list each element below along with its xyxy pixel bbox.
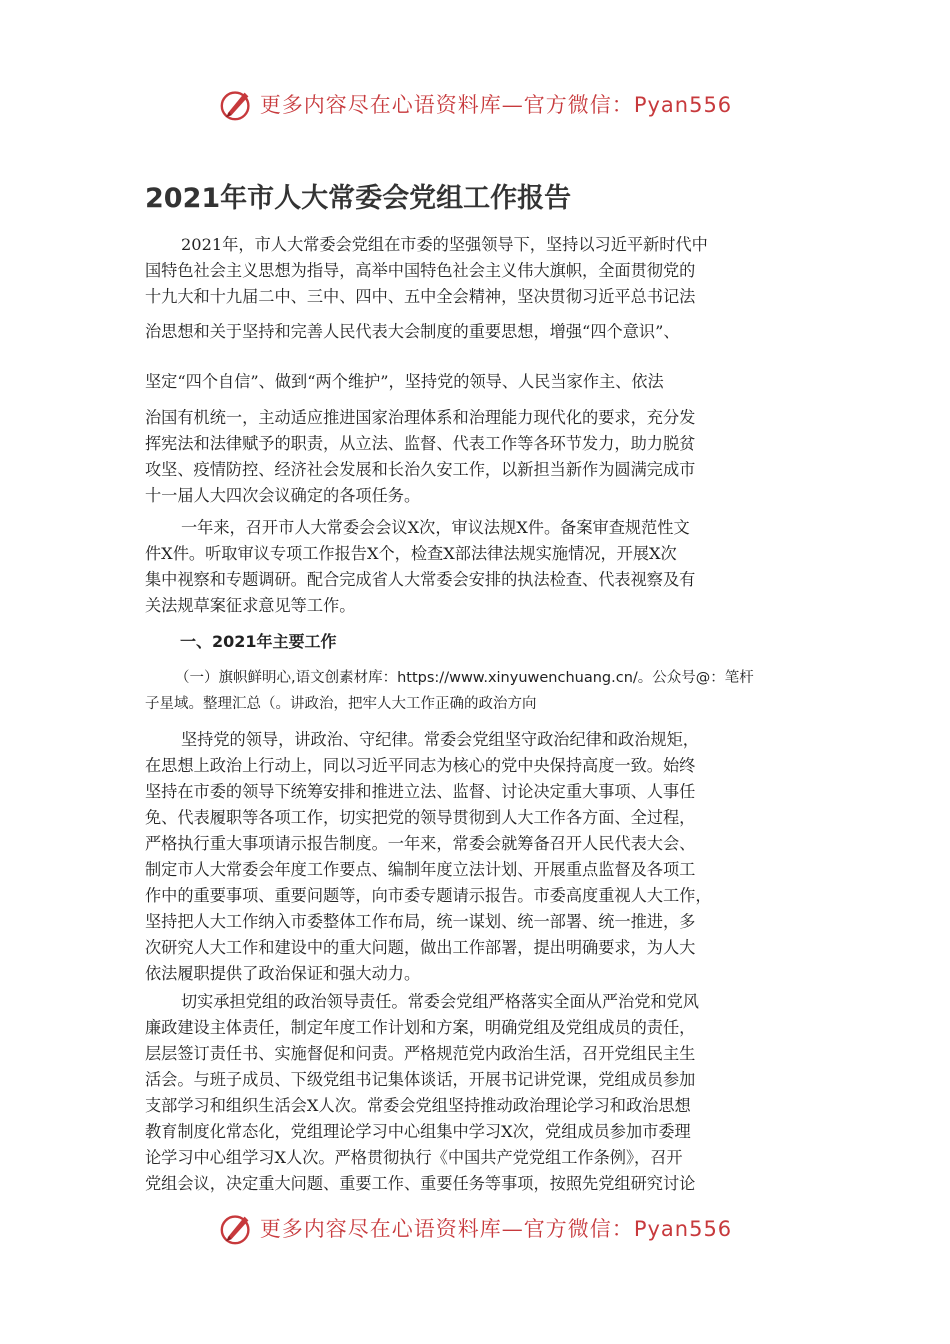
intro-paragraph bbox=[145, 232, 805, 310]
text-line: 依法履职提供了政治保证和强大动力。 bbox=[145, 964, 421, 983]
text-line: 作中的重要事项、重要问题等，向市委专题请示报告。市委高度重视人大工作， bbox=[145, 886, 712, 905]
header-banner bbox=[0, 82, 950, 126]
intro-paragraph-cont-d bbox=[145, 405, 805, 509]
text-line: 层层签订责任书、实施督促和问责。严格规范党内政治生活，召开党组民主生 bbox=[145, 1044, 696, 1063]
text-line: 件X件。听取审议专项工作报告X个，检查X部法律法规实施情况，开展X次 bbox=[145, 544, 677, 563]
text-line: 治国有机统一，主动适应推进国家治理体系和治理能力现代化的要求，充分发 bbox=[145, 408, 696, 427]
wechat-id: Pyan556 bbox=[633, 1217, 733, 1241]
text-line: 子星域。整理汇总（。讲政治，把牢人大工作正确的政治方向 bbox=[145, 696, 537, 712]
text-line: 十九大和十九届二中、三中、四中、五中全会精神，坚决贯彻习近平总书记法 bbox=[145, 287, 696, 306]
text-line: 次研究人大工作和建设中的重大问题，做出工作部署，提出明确要求，为人大 bbox=[145, 938, 696, 957]
text-line: 制定市人大常委会年度工作要点、编制年度立法计划、开展重点监督及各项工 bbox=[145, 860, 696, 879]
text-line: 关法规草案征求意见等工作。 bbox=[145, 596, 356, 615]
text-line: 国特色社会主义思想为指导，高举中国特色社会主义伟大旗帜，全面贯彻党的 bbox=[145, 261, 696, 280]
intro-paragraph-cont-b bbox=[145, 319, 805, 345]
intro-paragraph-cont-c bbox=[145, 369, 805, 395]
banner-text: 更多内容尽在心语资料库—官方微信：Pyan556 bbox=[259, 93, 733, 117]
summary-paragraph bbox=[145, 515, 805, 619]
pen-nib-circle-icon bbox=[218, 1209, 256, 1247]
text-line: 坚持在市委的领导下统筹安排和推进立法、监督、讨论决定重大事项、人事任 bbox=[145, 782, 696, 801]
text-line: 党组会议，决定重大问题、重要工作、重要任务等事项，按照先党组研究讨论 bbox=[145, 1174, 696, 1193]
body-paragraph-2 bbox=[145, 989, 805, 1197]
text-line: 治思想和关于坚持和完善人民代表大会制度的重要思想，增强“四个意识”、 bbox=[145, 322, 680, 341]
subsection-heading bbox=[145, 665, 815, 717]
footer-banner bbox=[0, 1206, 950, 1250]
section-heading: 一、2021年主要工作 bbox=[180, 632, 337, 651]
text-line: 十一届人大四次会议确定的各项任务。 bbox=[145, 486, 421, 505]
text-line: 论学习中心组学习X人次。严格贯彻执行《中国共产党党组工作条例》，召开 bbox=[145, 1148, 683, 1167]
text-line: 坚定“四个自信”、做到“两个维护”，坚持党的领导、人民当家作主、依法 bbox=[145, 372, 664, 391]
text-line: 坚持党的领导，讲政治、守纪律。常委会党组坚守政治纪律和政治规矩， bbox=[181, 730, 699, 749]
text-line: 攻坚、疫情防控、经济社会发展和长治久安工作，以新担当新作为圆满完成市 bbox=[145, 460, 696, 479]
page-title: 2021年市人大常委会党组工作报告 bbox=[145, 183, 572, 214]
banner-text: 更多内容尽在心语资料库—官方微信：Pyan556 bbox=[259, 1217, 733, 1241]
text-line: 教育制度化常态化，党组理论学习中心组集中学习X次，党组成员参加市委理 bbox=[145, 1122, 691, 1141]
text-line: 挥宪法和法律赋予的职责，从立法、监督、代表工作等各环节发力，助力脱贫 bbox=[145, 434, 696, 453]
text-line: 坚持把人大工作纳入市委整体工作布局，统一谋划、统一部署、统一推进，多 bbox=[145, 912, 696, 931]
text-line: 廉政建设主体责任，制定年度工作计划和方案，明确党组及党组成员的责任， bbox=[145, 1018, 696, 1037]
text-line: 支部学习和组织生活会X人次。常委会党组坚持推动政治理论学习和政治思想 bbox=[145, 1096, 691, 1115]
text-line: 一年来，召开市人大常委会会议X次，审议法规X件。备案审查规范性文 bbox=[181, 518, 690, 537]
text-line: 严格执行重大事项请示报告制度。一年来，常委会就筹备召开人民代表大会、 bbox=[145, 834, 696, 853]
text-line: 切实承担党组的政治领导责任。常委会党组严格落实全面从严治党和党风 bbox=[181, 992, 699, 1011]
wechat-id: Pyan556 bbox=[633, 93, 733, 117]
text-line: 集中视察和专题调研。配合完成省人大常委会安排的执法检查、代表视察及有 bbox=[145, 570, 696, 589]
text-line: 2021年，市人大常委会党组在市委的坚强领导下，坚持以习近平新时代中 bbox=[181, 235, 708, 254]
pen-nib-circle-icon bbox=[218, 85, 256, 123]
text-line: （一）旗帜鲜明心,语文创素材库：https://www.xinyuwenchuang.cn/。公众号@：笔杆 bbox=[175, 670, 754, 686]
body-paragraph-1 bbox=[145, 727, 805, 987]
text-line: 在思想上政治上行动上，同以习近平同志为核心的党中央保持高度一致。始终 bbox=[145, 756, 696, 775]
text-line: 免、代表履职等各项工作，切实把党的领导贯彻到人大工作各方面、全过程， bbox=[145, 808, 696, 827]
text-line: 活会。与班子成员、下级党组书记集体谈话，开展书记讲党课，党组成员参加 bbox=[145, 1070, 696, 1089]
